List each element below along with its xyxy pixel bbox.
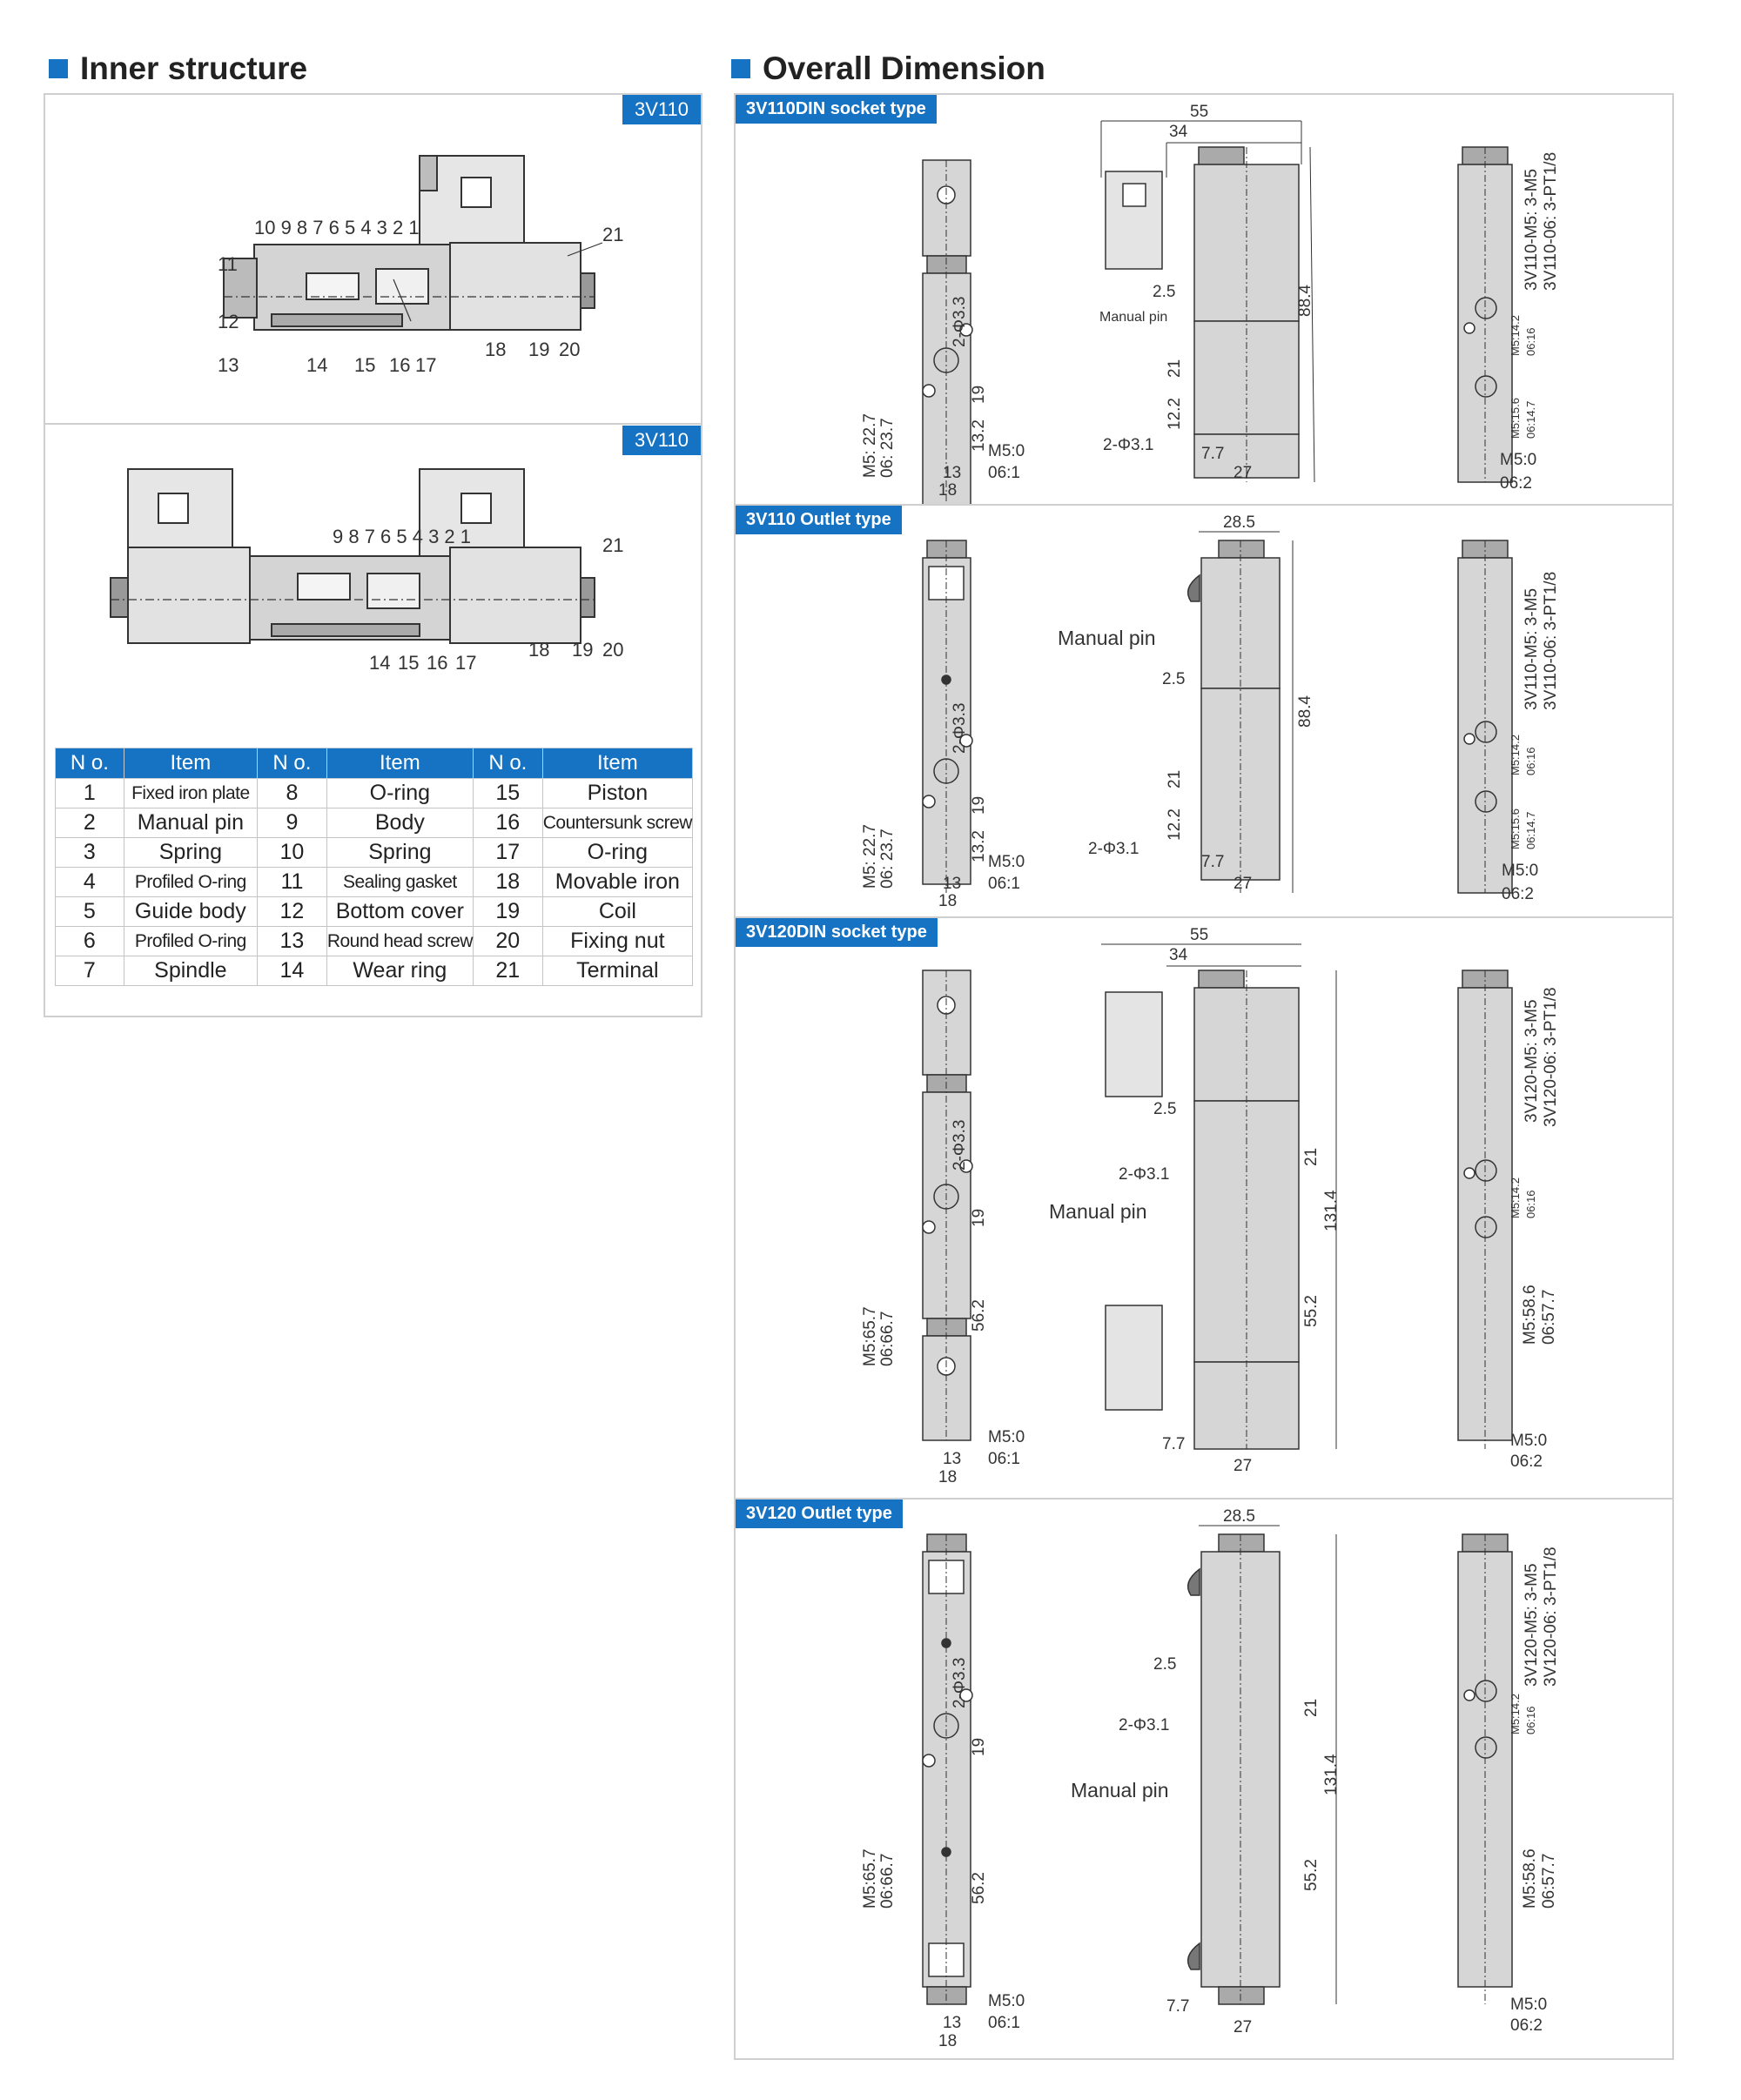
dim-back-t2: 3V120-06: 3-PT1/8: [1542, 987, 1560, 1127]
dim-front-m5-0: M5:0: [988, 1428, 1025, 1446]
callout-b16: 16: [427, 652, 448, 674]
part-item: Spring: [124, 838, 257, 868]
dimension-drawing-4: [736, 1500, 1672, 2056]
part-no: 8: [258, 779, 327, 808]
dimension-drawing-3: [736, 918, 1672, 1498]
dim-front-m5: M5: 22.7: [861, 824, 879, 889]
dim-back-s2: 06:16: [1524, 747, 1537, 775]
part-item: Bottom cover: [326, 897, 473, 927]
dim-back-t1: 3V110-M5: 3-M5: [1523, 168, 1541, 291]
dim-front-phi: 2-Φ3.3: [951, 1119, 969, 1171]
dim-side-28-5: 28.5: [1223, 1507, 1255, 1526]
coil-right-shape: [450, 547, 581, 643]
dim-front-13: 13: [943, 875, 962, 893]
dim-front-13: 13: [943, 464, 962, 482]
dim-front-06: 06: 23.7: [878, 418, 897, 478]
dim-back-s3: M5:58.6: [1521, 1285, 1539, 1345]
callout-15: 15: [354, 354, 376, 376]
dim-back-s3: M5:58.6: [1521, 1848, 1539, 1909]
dim-back-06-2: 06:2: [1510, 2016, 1543, 2035]
dim-back-t1: 3V120-M5: 3-M5: [1523, 1563, 1541, 1687]
dim-back-s2: 06:16: [1524, 1706, 1537, 1734]
header-item: Item: [542, 748, 692, 779]
dim-back-s1: M5:14.2: [1509, 1694, 1522, 1734]
part-no: 21: [473, 956, 542, 986]
part-item: Wear ring: [326, 956, 473, 986]
part-item: Spring: [326, 838, 473, 868]
dim-front-06: 06: 23.7: [878, 829, 897, 889]
dim-side-27: 27: [1233, 875, 1253, 893]
callout-12: 12: [218, 311, 239, 332]
dim-back-t1: 3V120-M5: 3-M5: [1523, 999, 1541, 1123]
part-item: Coil: [542, 897, 692, 927]
part-no: 18: [473, 868, 542, 897]
callout-19: 19: [528, 339, 550, 360]
dim-back-m5-0: M5:0: [1510, 1996, 1548, 2014]
callout-b21: 21: [602, 534, 624, 556]
part-no: 15: [473, 779, 542, 808]
dim-back-t1: 3V110-M5: 3-M5: [1523, 587, 1541, 710]
subpanel-title-4: 3V120 Outlet type: [736, 1500, 903, 1528]
part-item: Guide body: [124, 897, 257, 927]
section-square-icon: [731, 59, 750, 78]
dim-side-7-7: 7.7: [1162, 1435, 1186, 1453]
callout-b15: 15: [398, 652, 420, 674]
dim-side-12-2: 12.2: [1166, 398, 1184, 430]
part-no: 19: [473, 897, 542, 927]
dim-front-m5: M5:65.7: [861, 1848, 879, 1909]
section-square-icon: [49, 59, 68, 78]
callout-17: 17: [415, 354, 437, 376]
inner-structure-title: [49, 50, 307, 87]
header-no: N o.: [258, 748, 327, 779]
inner-diagram-double: [45, 426, 701, 791]
dim-back-t2: 3V110-06: 3-PT1/8: [1542, 151, 1560, 291]
dim-side-55-2: 55.2: [1302, 1859, 1321, 1891]
dim-front-13-2: 13.2: [970, 419, 988, 452]
dim-side-27: 27: [1233, 2018, 1253, 2036]
dim-front-m5: M5: 22.7: [861, 413, 879, 478]
callout-16: 16: [389, 354, 411, 376]
part-no: 4: [56, 868, 124, 897]
callout-b20: 20: [602, 639, 624, 661]
part-item: O-ring: [326, 779, 473, 808]
dim-front-06-1: 06:1: [988, 875, 1020, 893]
callout-b18: 18: [528, 639, 550, 661]
bottom-top-callouts: 9 8 7 6 5 4 3 2 1: [333, 526, 472, 547]
dim-side-55: 55: [1190, 926, 1209, 944]
dim-side-131-4: 131.4: [1322, 1190, 1341, 1231]
dim-front-06-1: 06:1: [988, 464, 1020, 482]
dim-front-06-1: 06:1: [988, 2014, 1020, 2032]
part-no: 2: [56, 808, 124, 838]
dim-front-18: 18: [938, 2032, 958, 2050]
dim-front-m5-0: M5:0: [988, 442, 1025, 460]
dim-side-2-5: 2.5: [1153, 283, 1176, 301]
dim-back-s4: 06:14.7: [1524, 400, 1537, 439]
table-row: [56, 779, 693, 808]
dim-side-2-5: 2.5: [1153, 1100, 1177, 1118]
part-item: Sealing gasket: [326, 868, 473, 897]
subpanel-title-1: 3V110DIN socket type: [736, 95, 937, 124]
part-no: 11: [258, 868, 327, 897]
parts-table: [55, 748, 693, 986]
part-no: 9: [258, 808, 327, 838]
dim-front-18: 18: [938, 892, 958, 910]
table-row: [56, 838, 693, 868]
dim-front-56-2: 56.2: [970, 1872, 988, 1904]
dim-front-m5-0: M5:0: [988, 1992, 1025, 2010]
callout-14: 14: [306, 354, 328, 376]
dim-front-06: 06:66.7: [878, 1853, 897, 1909]
subpanel-title-3: 3V120DIN socket type: [736, 918, 938, 947]
dim-side-21: 21: [1302, 1147, 1321, 1166]
dim-front-m5-0: M5:0: [988, 853, 1025, 871]
dim-front-19: 19: [970, 1208, 988, 1227]
callout-b19: 19: [572, 639, 594, 661]
part-item: Fixed iron plate: [124, 779, 257, 808]
dim-back-s4: 06:57.7: [1540, 1289, 1558, 1345]
dim-front-06-1: 06:1: [988, 1450, 1020, 1468]
part-no: 14: [258, 956, 327, 986]
dim-back-s2: 06:16: [1524, 327, 1537, 356]
coil-shape: [450, 243, 581, 330]
part-no: 7: [56, 956, 124, 986]
dim-side-21: 21: [1302, 1698, 1321, 1717]
dim-back-s4: 06:14.7: [1524, 811, 1537, 849]
dim-back-s1: M5:14.2: [1509, 735, 1522, 775]
dim-back-m5-0: M5:0: [1500, 451, 1537, 469]
part-item: Body: [326, 808, 473, 838]
part-no: 13: [258, 927, 327, 956]
dim-front-m5: M5:65.7: [861, 1306, 879, 1366]
part-no: 6: [56, 927, 124, 956]
dim-front-phi: 2-Φ3.3: [951, 1657, 969, 1708]
callout-13: 13: [218, 354, 239, 376]
dim-side-27: 27: [1233, 1457, 1253, 1475]
dim-side-34: 34: [1169, 946, 1188, 964]
dim-side-phi: 2-Φ3.1: [1119, 1165, 1170, 1184]
dim-front-06: 06:66.7: [878, 1311, 897, 1366]
part-item: Spindle: [124, 956, 257, 986]
callout-b17: 17: [455, 652, 477, 674]
dim-front-19: 19: [970, 385, 988, 404]
table-row: [56, 956, 693, 986]
dim-side-28-5: 28.5: [1223, 513, 1255, 532]
part-no: 12: [258, 897, 327, 927]
dim-side-manual-pin: Manual pin: [1049, 1200, 1147, 1223]
dim-front-phi: 2-Φ3.3: [951, 702, 969, 754]
part-no: 20: [473, 927, 542, 956]
overall-dimension-label: Overall Dimension: [763, 50, 1045, 86]
dim-back-06-2: 06:2: [1510, 1453, 1543, 1471]
dim-back-06-2: 06:2: [1502, 885, 1534, 903]
side-din-bottom-shape: [1106, 1305, 1162, 1410]
dim-back-06-2: 06:2: [1500, 474, 1532, 493]
part-no: 3: [56, 838, 124, 868]
header-item: Item: [124, 748, 257, 779]
coil-left-shape: [128, 547, 250, 643]
dim-side-27: 27: [1233, 464, 1253, 482]
dim-side-55-2: 55.2: [1302, 1295, 1321, 1327]
panel-divider: [45, 423, 701, 425]
model-tag-bottom: 3V110: [622, 426, 701, 455]
dim-front-phi: 2-Φ3.3: [951, 296, 969, 347]
dim-back-s3: M5:15.6: [1509, 808, 1522, 849]
dim-front-18: 18: [938, 1468, 958, 1486]
callout-b14: 14: [369, 652, 391, 674]
dim-side-88-4: 88.4: [1296, 695, 1314, 728]
part-item: Profiled O-ring: [124, 868, 257, 897]
part-no: 16: [473, 808, 542, 838]
dim-side-phi: 2-Φ3.1: [1119, 1716, 1170, 1734]
subpanel-title-2: 3V110 Outlet type: [736, 506, 902, 534]
header-no: N o.: [473, 748, 542, 779]
dim-front-13-2: 13.2: [970, 830, 988, 862]
dim-front-56-2: 56.2: [970, 1299, 988, 1332]
callout-18: 18: [485, 339, 507, 360]
dim-side-88-4: 88.4: [1296, 285, 1314, 317]
part-item: Movable iron: [542, 868, 692, 897]
callout-21: 21: [602, 224, 624, 245]
dim-front-13: 13: [943, 1450, 962, 1468]
dim-side-phi: 2-Φ3.1: [1103, 436, 1154, 454]
dimension-drawing-2: [736, 506, 1672, 916]
parts-table-header: [56, 748, 693, 779]
part-item: Fixing nut: [542, 927, 692, 956]
dim-back-s1: M5:14.2: [1509, 315, 1522, 356]
part-item: Terminal: [542, 956, 692, 986]
dim-back-s2: 06:16: [1524, 1190, 1537, 1218]
inner-diagram-single: [45, 95, 701, 423]
dim-side-7-7: 7.7: [1201, 853, 1225, 871]
part-item: Profiled O-ring: [124, 927, 257, 956]
part-item: O-ring: [542, 838, 692, 868]
dim-side-131-4: 131.4: [1322, 1754, 1341, 1795]
part-no: 1: [56, 779, 124, 808]
dim-side-2-5: 2.5: [1162, 670, 1186, 688]
dimension-drawing-1: [736, 95, 1672, 504]
dim-side-55: 55: [1190, 103, 1209, 121]
part-no: 17: [473, 838, 542, 868]
model-tag-top: 3V110: [622, 95, 701, 124]
dim-side-phi: 2-Φ3.1: [1088, 840, 1139, 858]
dim-side-34: 34: [1169, 123, 1188, 141]
dim-front-19: 19: [970, 1737, 988, 1756]
top-callouts: 10 9 8 7 6 5 4 3 2 1: [254, 217, 420, 238]
dim-front-18: 18: [938, 481, 958, 500]
dim-side-7-7: 7.7: [1201, 445, 1225, 463]
dim-front-13: 13: [943, 2014, 962, 2032]
dim-back-t2: 3V120-06: 3-PT1/8: [1542, 1546, 1560, 1687]
part-item: Piston: [542, 779, 692, 808]
table-row: [56, 868, 693, 897]
dim-side-7-7: 7.7: [1166, 1997, 1190, 2016]
dim-side-manual-pin: Manual pin: [1058, 627, 1156, 649]
part-item: Round head screw: [326, 927, 473, 956]
dim-back-s4: 06:57.7: [1540, 1853, 1558, 1909]
header-item: Item: [326, 748, 473, 779]
part-item: Countersunk screw: [542, 808, 692, 838]
table-row: [56, 897, 693, 927]
part-no: 10: [258, 838, 327, 868]
inner-structure-label: Inner structure: [80, 50, 308, 86]
part-item: Manual pin: [124, 808, 257, 838]
callout-11: 11: [218, 253, 238, 275]
dim-back-m5-0: M5:0: [1502, 862, 1539, 880]
dim-side-manual-pin: Manual pin: [1071, 1779, 1169, 1801]
table-row: [56, 808, 693, 838]
dim-side-21: 21: [1166, 359, 1184, 378]
inner-structure-panel: [44, 93, 702, 1017]
dim-side-2-5: 2.5: [1153, 1655, 1177, 1674]
dim-side-12-2: 12.2: [1166, 808, 1184, 841]
header-no: N o.: [56, 748, 124, 779]
side-din-top-shape: [1106, 992, 1162, 1097]
part-no: 5: [56, 897, 124, 927]
dim-back-s1: M5:14.2: [1509, 1177, 1522, 1218]
overall-dimension-title: [731, 50, 1045, 87]
table-row: [56, 927, 693, 956]
overall-dimension-panel: [734, 93, 1674, 2060]
dim-back-m5-0: M5:0: [1510, 1432, 1548, 1450]
dim-side-manual-pin: Manual pin: [1099, 310, 1168, 325]
dim-front-19: 19: [970, 795, 988, 815]
dim-back-s3: M5:15.6: [1509, 398, 1522, 439]
dim-side-21: 21: [1166, 769, 1184, 788]
callout-20: 20: [559, 339, 581, 360]
dim-back-t2: 3V110-06: 3-PT1/8: [1542, 571, 1560, 710]
